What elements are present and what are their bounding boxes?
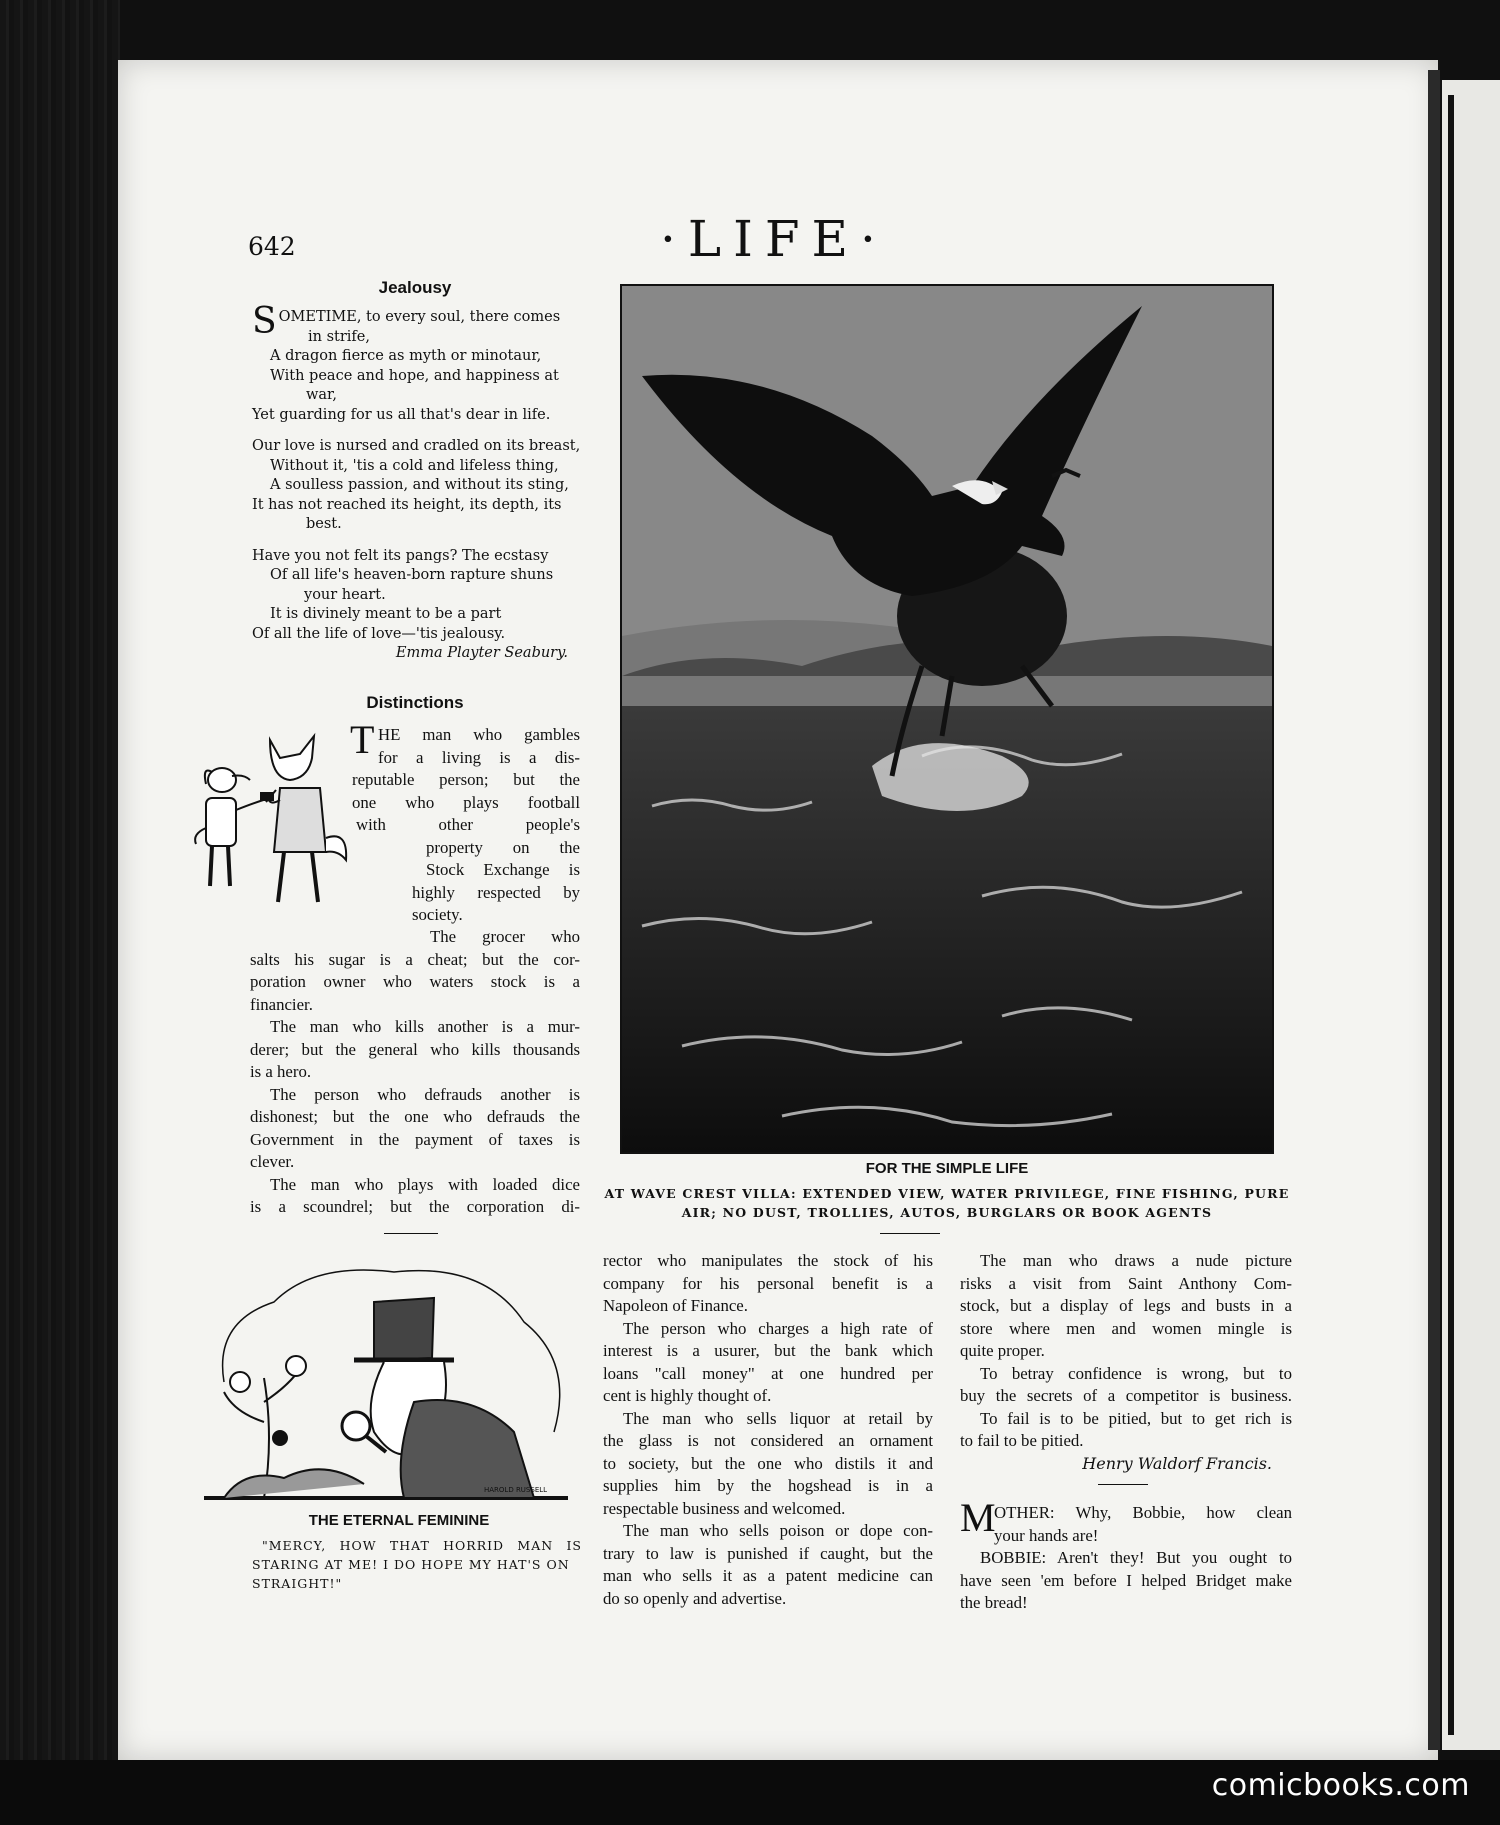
distinctions-wrapped-text: T HE man who gambles for a living is a dis- reputable person; but the one who plays football with other people's property on the Stock Exchange is highly respected by society.: [350, 717, 580, 924]
simple-life-caption-line-2: AIR; NO DUST, TROLLIES, AUTOS, BURGLARS OR BOOK AGENTS: [681, 1205, 1213, 1220]
watermark: comicbooks.com: [1211, 1768, 1470, 1803]
simple-life-caption-title: FOR THE SIMPLE LIFE: [865, 1160, 1029, 1177]
distinctions-column-1: The grocer who salts his sugar is a cheat; but the cor- poration owner who waters stock is a financier. The man who kills another is a mur- derer; but the general who kills thousands is a hero. The person who defrauds another is dishonest; but the one who defrauds the Government in the payment of taxes is clever. The man who plays with loaded dice is a scoundrel; but the corporation di-: [250, 927, 580, 1216]
jealousy-title: Jealousy: [378, 278, 452, 297]
drop-cap-m: M: [960, 1495, 996, 1540]
poem-stanza-1: SOMETIME, to every soul, there comes in strife, A dragon fierce as myth or minotaur, With peace and hope, and happiness at war, Yet guarding for us all that's dear in life.: [252, 301, 561, 423]
eternal-feminine-caption-title: THE ETERNAL FEMININE: [308, 1512, 490, 1529]
scan-binding-edge: [0, 0, 120, 1825]
jealousy-author: Emma Playter Seabury.: [395, 645, 568, 661]
simple-life-illustration: [620, 284, 1274, 1154]
poem-stanza-3: Have you not felt its pangs? The ecstasy Of all life's heaven-born rapture shuns your heart. It is divinely meant to be a part Of all the life of love—'tis jealousy.: [252, 547, 554, 642]
drop-cap-t: T: [350, 717, 375, 762]
distinctions-author: Henry Waldorf Francis.: [1082, 1454, 1272, 1473]
distinctions-column-2: rector who manipulates the stock of his company for his personal benefit is a Napoleon of Finance. The person who charges a high rate of interest is a usurer, but the bank which loans "call money" at one hundred per cent is highly thought of. The man who sells liquor at retail by the glass is not considered an ornament to society, but the one who distils it and supplies him by the hogshead is in a respectable business and welcomed. The man who sells poison or dope con- trary to law is punished if caught, but the man who sells it as a patent medicine can do so openly and advertise.: [603, 1251, 933, 1608]
simple-life-caption-line-1: AT WAVE CREST VILLA: EXTENDED VIEW, WATER PRIVILEGE, FINE FISHING, PURE: [604, 1186, 1290, 1201]
page-number: 642: [248, 232, 296, 261]
section-rule-center: [880, 1233, 940, 1234]
artist-signature: HAROLD RUSSELL: [484, 1486, 548, 1494]
section-rule-right: [1098, 1484, 1148, 1485]
masthead-life: ·LIFE·: [660, 210, 888, 268]
distinctions-column-3: The man who draws a nude picture risks a visit from Saint Anthony Com- stock, but a display of legs and busts in a store where men and women mingle is quite proper. To betray confidence is wrong, but to buy the secrets of a competitor is business. To fail is to be pitied, but to get rich is to fail to be pitied.: [960, 1251, 1292, 1450]
eternal-feminine-cartoon: [184, 1262, 584, 1506]
mother-joke: M OTHER: Why, Bobbie, how clean your hands are! BOBBIE: Aren't they! But you ought to have seen 'em before I helped Bridget make the bread!: [960, 1495, 1292, 1612]
next-page-border: [1448, 95, 1454, 1735]
page-fold: [1428, 70, 1440, 1750]
jealousy-poem: [252, 301, 592, 664]
section-rule-left: [384, 1233, 438, 1234]
poem-stanza-2: Our love is nursed and cradled on its breast, Without it, 'tis a cold and lifeless thing, A soulless passion, and without its sting, It has not reached its height, its depth, its best.: [252, 438, 581, 532]
distinctions-title: Distinctions: [366, 693, 464, 712]
fox-and-dog-illustration: [184, 728, 352, 912]
drop-cap-s: S: [252, 301, 277, 342]
eternal-feminine-caption: "MERCY, HOW THAT HORRID MAN IS STARING AT ME! I DO HOPE MY HAT'S ON STRAIGHT!": [252, 1538, 582, 1591]
eagle-over-sea-artwork: [622, 286, 1272, 1152]
